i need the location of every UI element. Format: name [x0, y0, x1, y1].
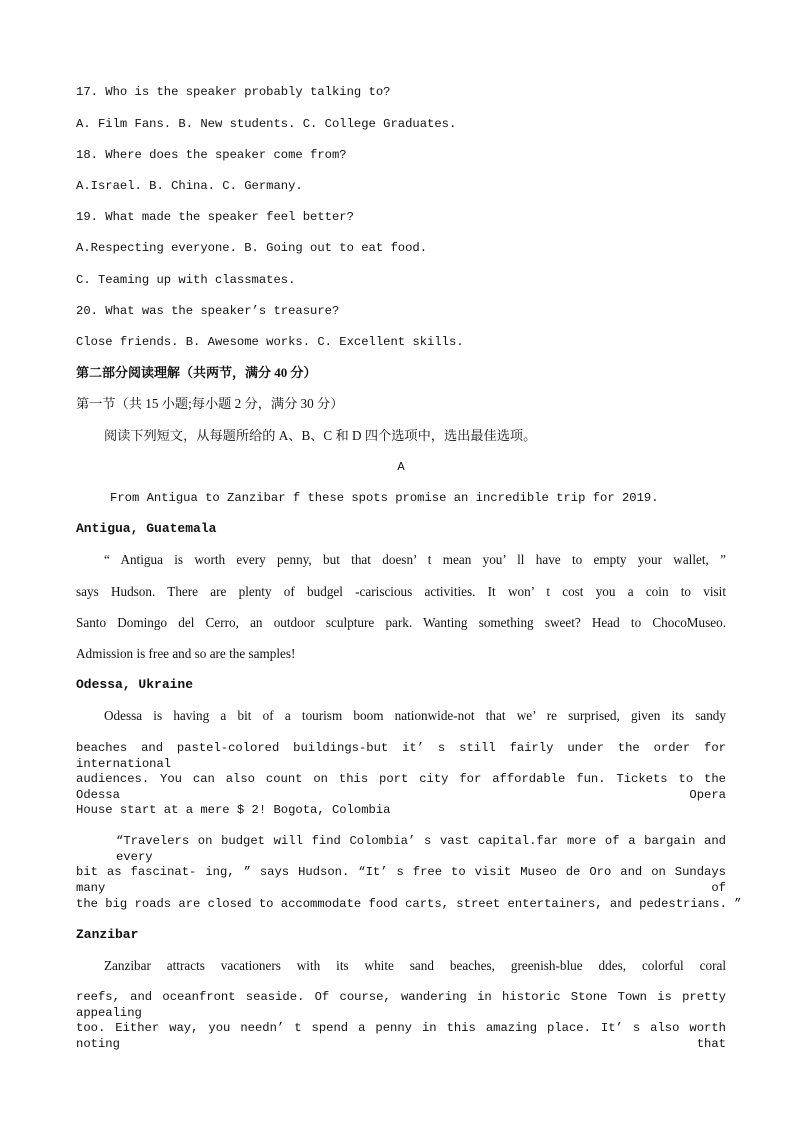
- section-instruction: 阅读下列短文，从每题所给的 A、B、C 和 D 四个选项中，选出最佳选项。: [104, 428, 537, 443]
- question-18-options: A.Israel. B. China. C. Germany.: [76, 179, 303, 193]
- antigua-line: says Hudson. There are plenty of budgel -cariscious activities. It won’ t cost you a coin to visit: [76, 584, 726, 599]
- question-17-options: A. Film Fans. B. New students. C. College Graduates.: [76, 117, 457, 131]
- antigua-line: Santo Domingo del Cerro, an outdoor sculpture park. Wanting something sweet? Head to ChocoMuseo.: [76, 615, 726, 630]
- odessa-line: Odessa is having a bit of a tourism boom nationwide-not that we’ re surprised, given its sandy: [104, 708, 726, 723]
- antigua-line: “ Antigua is worth every penny, but that doesn’ t mean you’ ll have to empty your wallet, ”: [104, 552, 726, 567]
- section-title-antigua: Antigua, Guatemala: [76, 521, 217, 536]
- question-20: 20. What was the speaker’s treasure?: [76, 304, 340, 318]
- section-title-odessa: Odessa, Ukraine: [76, 677, 194, 692]
- bogota-line: “Travelers on budget will find Colombia’ s vast capital.far more of a bargain and every: [116, 834, 726, 864]
- odessa-line: beaches and pastel-colored buildings-but it’ s still fairly under the order for international: [76, 741, 726, 771]
- section-heading: 第二部分阅读理解（共两节，满分 40 分）: [76, 365, 317, 380]
- odessa-line: audiences. You can also count on this port city for affordable fun. Tickets to the Odessa Opera: [76, 772, 726, 802]
- question-19-option-c: C. Teaming up with classmates.: [76, 273, 296, 287]
- section-subheading: 第一节（共 15 小题;每小题 2 分，满分 30 分）: [76, 396, 344, 411]
- zanzibar-line: Zanzibar attracts vacationers with its white sand beaches, greenish-blue ddes, colorful coral: [104, 958, 726, 973]
- question-19-options: A.Respecting everyone. B. Going out to eat food.: [76, 241, 428, 255]
- zanzibar-line: reefs, and oceanfront seaside. Of course, wandering in historic Stone Town is pretty appealing: [76, 990, 726, 1020]
- question-19: 19. What made the speaker feel better?: [76, 210, 354, 224]
- question-18: 18. Where does the speaker come from?: [76, 148, 347, 162]
- odessa-line: House start at a mere $ 2! Bogota, Colombia: [76, 803, 391, 817]
- passage-intro: From Antigua to Zanzibar f these spots promise an incredible trip for 2019.: [110, 491, 659, 505]
- zanzibar-line: too. Either way, you needn’ t spend a penny in this amazing place. It’ s also worth noting that: [76, 1021, 726, 1051]
- question-20-options: Close friends. B. Awesome works. C. Excellent skills.: [76, 335, 464, 349]
- section-title-zanzibar: Zanzibar: [76, 927, 139, 942]
- bogota-line: the big roads are closed to accommodate food carts, street entertainers, and pedestrians. ”: [76, 897, 742, 911]
- bogota-line: bit as fascinat- ing, ” says Hudson. “It’ s free to visit Museo de Oro and on Sundays many of: [76, 865, 726, 895]
- question-17: 17. Who is the speaker probably talking to?: [76, 85, 391, 99]
- passage-label: A: [397, 460, 405, 474]
- antigua-line: Admission is free and so are the samples!: [76, 646, 296, 661]
